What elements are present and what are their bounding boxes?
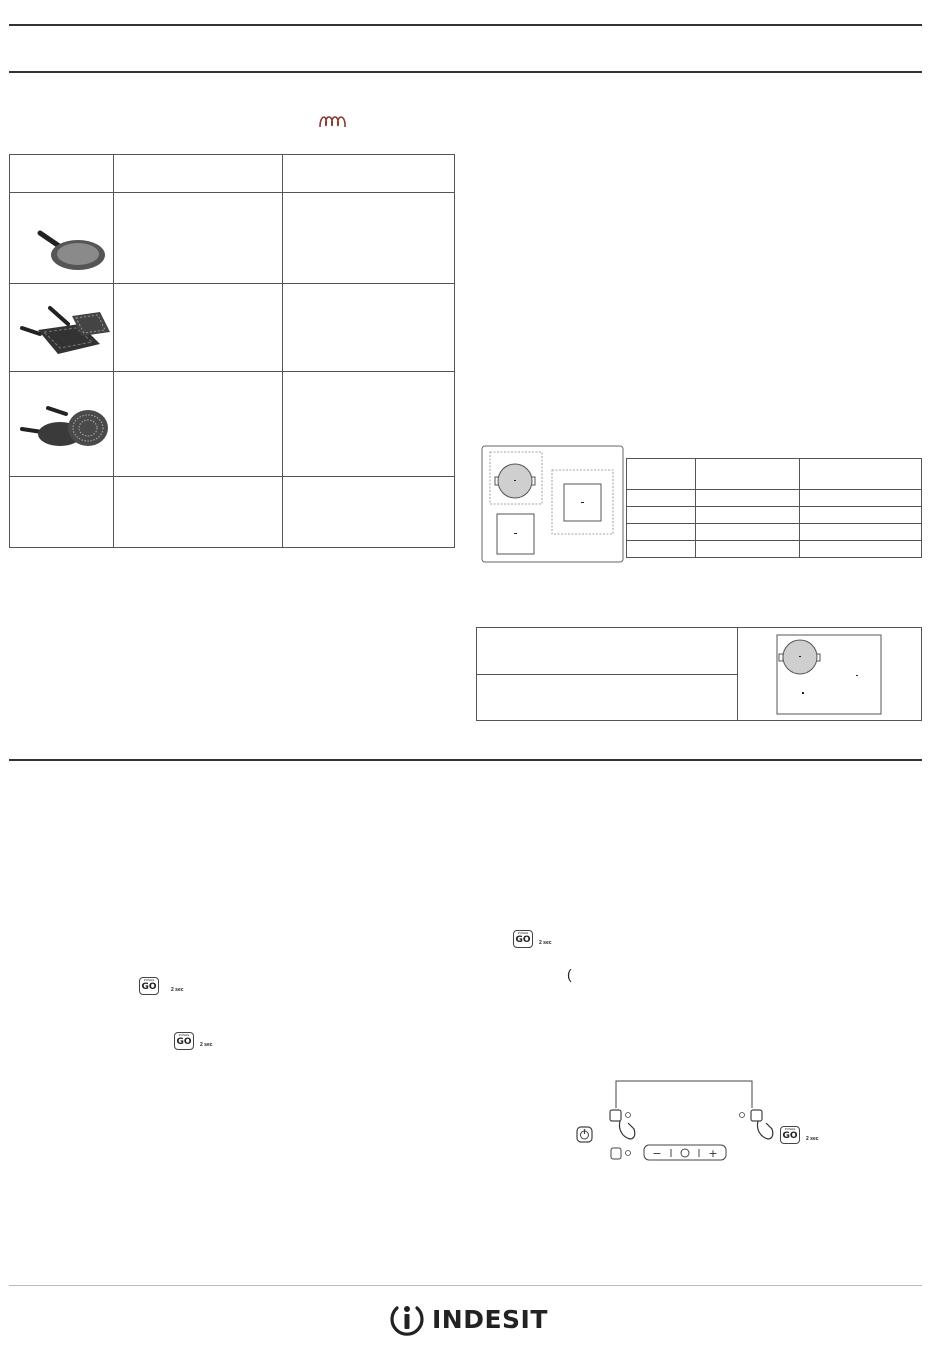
push-go-label: GO: [515, 935, 531, 945]
top-rule: [9, 24, 922, 26]
push-go-button[interactable]: [174, 1032, 194, 1050]
hold-2sec-label: 2 sec: [806, 1136, 819, 1142]
zone-table: [626, 458, 922, 558]
frying-pan-lid-icon: [10, 372, 113, 471]
table-row: [10, 477, 455, 548]
footer-rule: [9, 1285, 922, 1286]
push-go-button[interactable]: [513, 930, 533, 948]
push-go-top-label: PUSH&: [178, 1033, 190, 1037]
info-box-row-divider: [477, 674, 737, 675]
plus-label: +: [708, 1147, 718, 1160]
zone-layout-icon: [776, 634, 882, 715]
hold-2sec-label: 2 sec: [200, 1042, 213, 1048]
info-box-divider: [737, 628, 738, 720]
push-go-button[interactable]: [780, 1126, 800, 1144]
push-go-top-label: PUSH&: [517, 931, 529, 935]
table-row: [627, 507, 922, 524]
info-box: [476, 627, 922, 721]
frying-pan-icon: [10, 193, 113, 278]
hold-2sec-label: 2 sec: [171, 987, 184, 993]
table-row: [627, 490, 922, 507]
push-go-button[interactable]: [139, 977, 159, 995]
header-rule: [9, 71, 922, 73]
section-rule: [9, 759, 922, 761]
table-row: [10, 193, 455, 284]
table-row: [10, 372, 455, 477]
table-row: [627, 541, 922, 558]
minus-label: −: [652, 1147, 662, 1160]
indesit-logo-icon: [388, 1300, 426, 1338]
control-panel-diagram: [570, 1077, 775, 1163]
hob-zone-diagram: [481, 445, 626, 564]
push-go-top-label: PUSH&: [143, 978, 155, 982]
paren-glyph: (: [567, 966, 572, 982]
induction-coil-icon: [318, 108, 348, 130]
push-go-label: GO: [176, 1037, 192, 1047]
brand-name: INDESIT: [432, 1305, 548, 1334]
table-row: [627, 524, 922, 541]
pan-table: [9, 154, 455, 548]
pan-table-header-row: [10, 155, 455, 193]
table-row: [10, 284, 455, 372]
push-go-label: GO: [782, 1131, 798, 1141]
hold-2sec-label: 2 sec: [539, 940, 552, 946]
grill-pan-icon: [10, 284, 113, 366]
push-go-top-label: PUSH&: [784, 1127, 796, 1131]
push-go-label: GO: [141, 982, 157, 992]
